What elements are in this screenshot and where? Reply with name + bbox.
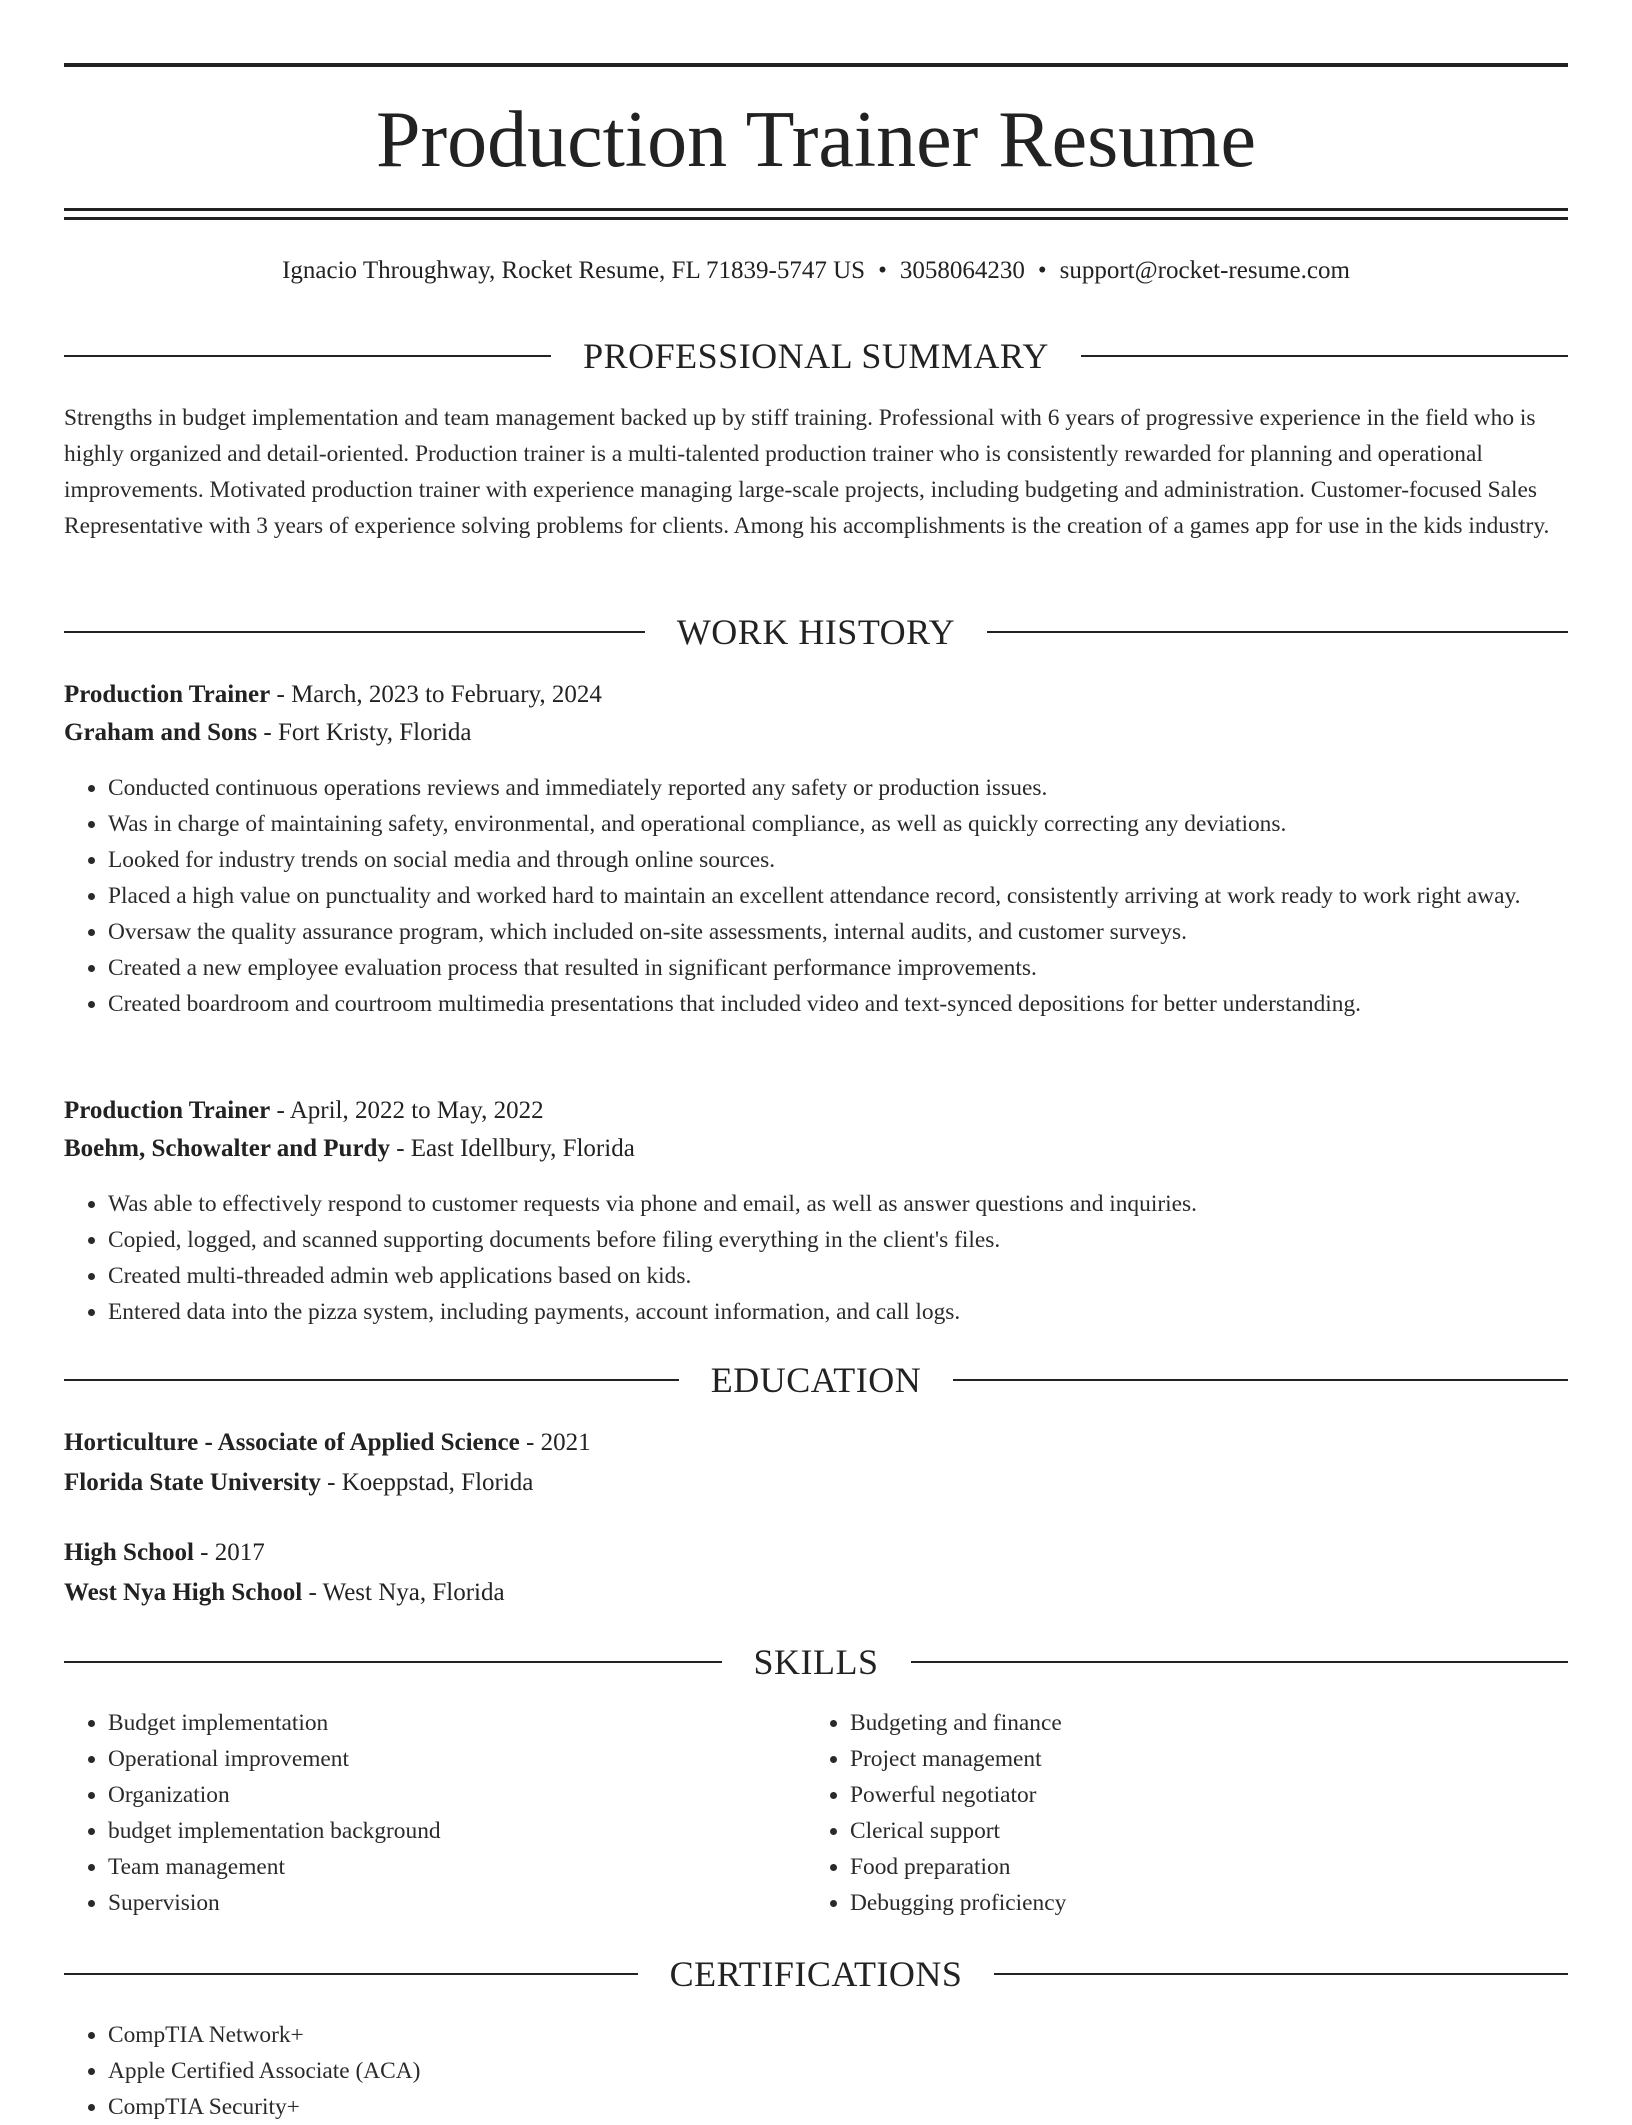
list-item: • Organization (108, 1777, 808, 1813)
list-item: • Was in charge of maintaining safety, environmental, and operational compliance, as well as quickly correcting any deviations. (108, 806, 1568, 842)
contact-email: support@rocket-resume.com (1059, 257, 1350, 284)
section-rule (994, 1973, 1568, 1975)
contact-separator: • (1037, 257, 1047, 284)
list-item: • Created multi-threaded admin web applications based on kids. (108, 1258, 1568, 1294)
list-item: • CompTIA Security+ (108, 2089, 1568, 2125)
title-double-rule (64, 208, 1568, 220)
contact-phone: 3058064230 (899, 257, 1025, 284)
job-title-line (64, 1093, 1568, 1129)
list-item: • Clerical support (850, 1813, 1550, 1849)
section-header-work-history (64, 612, 1568, 652)
education-school: West Nya High School (64, 1579, 303, 1606)
section-rule (1081, 355, 1568, 357)
list-item: • Project management (850, 1741, 1550, 1777)
skills-list-left (64, 1705, 808, 1921)
certifications-list (64, 2017, 1568, 2125)
section-header-certifications (64, 1954, 1568, 1994)
education-location: - Koeppstad, Florida (320, 1469, 534, 1496)
list-item: • Was able to effectively respond to customer requests via phone and email, as well as answer questions and inquiries. (108, 1186, 1568, 1222)
section-title: PROFESSIONAL SUMMARY (583, 336, 1049, 376)
skills-list-right (806, 1705, 1550, 1921)
list-item: • Entered data into the pizza system, including payments, account information, and call logs. (108, 1294, 1568, 1330)
job-bullets (64, 770, 1568, 1022)
section-rule (64, 355, 551, 357)
contact-address: Ignacio Throughway, Rocket Resume, FL 71839-5747 US (282, 257, 866, 284)
job-company: Graham and Sons (64, 719, 258, 746)
education-school-line (64, 1575, 1568, 1611)
page-title: Production Trainer Resume (376, 96, 1256, 184)
section-title: CERTIFICATIONS (669, 1954, 963, 1994)
education-school-line (64, 1465, 1568, 1501)
section-header-education (64, 1360, 1568, 1400)
section-rule (911, 1661, 1569, 1663)
job-title-line (64, 677, 1568, 713)
list-item: • Debugging proficiency (850, 1885, 1550, 1921)
list-item: • CompTIA Network+ (108, 2017, 1568, 2053)
education-location: - West Nya, Florida (302, 1579, 505, 1606)
education-degree: Horticulture - Associate of Applied Science (64, 1429, 520, 1456)
section-rule (987, 631, 1568, 633)
list-item: • budget implementation background (108, 1813, 808, 1849)
list-item: • Operational improvement (108, 1741, 808, 1777)
section-title: EDUCATION (710, 1360, 922, 1400)
section-rule (64, 631, 645, 633)
list-item: • Team management (108, 1849, 808, 1885)
contact-separator: • (878, 257, 887, 284)
list-item: • Apple Certified Associate (ACA) (108, 2053, 1568, 2089)
section-rule (64, 1661, 722, 1663)
contact-line (64, 254, 1568, 288)
education-degree-line (64, 1425, 1568, 1461)
job-location: - Fort Kristy, Florida (257, 719, 472, 746)
list-item: • Conducted continuous operations reviews and immediately reported any safety or production issues. (108, 770, 1568, 806)
job-location: - East Idellbury, Florida (389, 1135, 635, 1162)
job-dates: - April, 2022 to May, 2022 (270, 1097, 544, 1124)
job-title: Production Trainer (64, 1097, 271, 1124)
top-rule (64, 63, 1568, 67)
job-company-line (64, 1131, 1568, 1167)
list-item: • Supervision (108, 1885, 808, 1921)
section-header-skills (64, 1642, 1568, 1682)
job-bullets (64, 1186, 1568, 1330)
job-company: Boehm, Schowalter and Purdy (64, 1135, 390, 1162)
list-item: • Powerful negotiator (850, 1777, 1550, 1813)
job-company-line (64, 715, 1568, 751)
list-item: • Budget implementation (108, 1705, 808, 1741)
section-title: SKILLS (753, 1642, 879, 1682)
job-dates: - March, 2023 to February, 2024 (270, 681, 602, 708)
education-degree: High School (64, 1539, 194, 1566)
list-item: • Placed a high value on punctuality and worked hard to maintain an excellent attendance record, consistently arriving at work ready to work right away. (108, 878, 1568, 914)
education-school: Florida State University (64, 1469, 321, 1496)
education-year: - 2017 (193, 1539, 265, 1566)
education-degree-line (64, 1535, 1568, 1571)
education-year: - 2021 (519, 1429, 591, 1456)
list-item: • Created a new employee evaluation process that resulted in significant performance improvements. (108, 950, 1568, 986)
list-item: • Copied, logged, and scanned supporting documents before filing everything in the client's files. (108, 1222, 1568, 1258)
section-header-summary (64, 336, 1568, 376)
job-title: Production Trainer (64, 681, 271, 708)
section-title: WORK HISTORY (676, 612, 956, 652)
list-item: • Food preparation (850, 1849, 1550, 1885)
list-item: • Looked for industry trends on social media and through online sources. (108, 842, 1568, 878)
section-rule (64, 1973, 638, 1975)
list-item: • Created boardroom and courtroom multimedia presentations that included video and text-synced depositions for better understanding. (108, 986, 1568, 1022)
section-rule (64, 1379, 679, 1381)
list-item: • Oversaw the quality assurance program, which included on-site assessments, internal audits, and customer surveys. (108, 914, 1568, 950)
section-rule (953, 1379, 1568, 1381)
list-item: • Budgeting and finance (850, 1705, 1550, 1741)
summary-paragraph: Strengths in budget implementation and team management backed up by stiff training. Professional with 6 years of progressive experience in the field who is highly organized and detail-oriented. Production trainer is a multi-talented production trainer who is consistently rewarded for planning and operational improvements. Motivated production trainer with experience managing large-scale projects, including budgeting and administration. Customer-focused Sales Representative with 3 years of experience solving problems for clients. Among his accomplishments is the creation of a games app for use in the kids industry. (64, 405, 1550, 539)
